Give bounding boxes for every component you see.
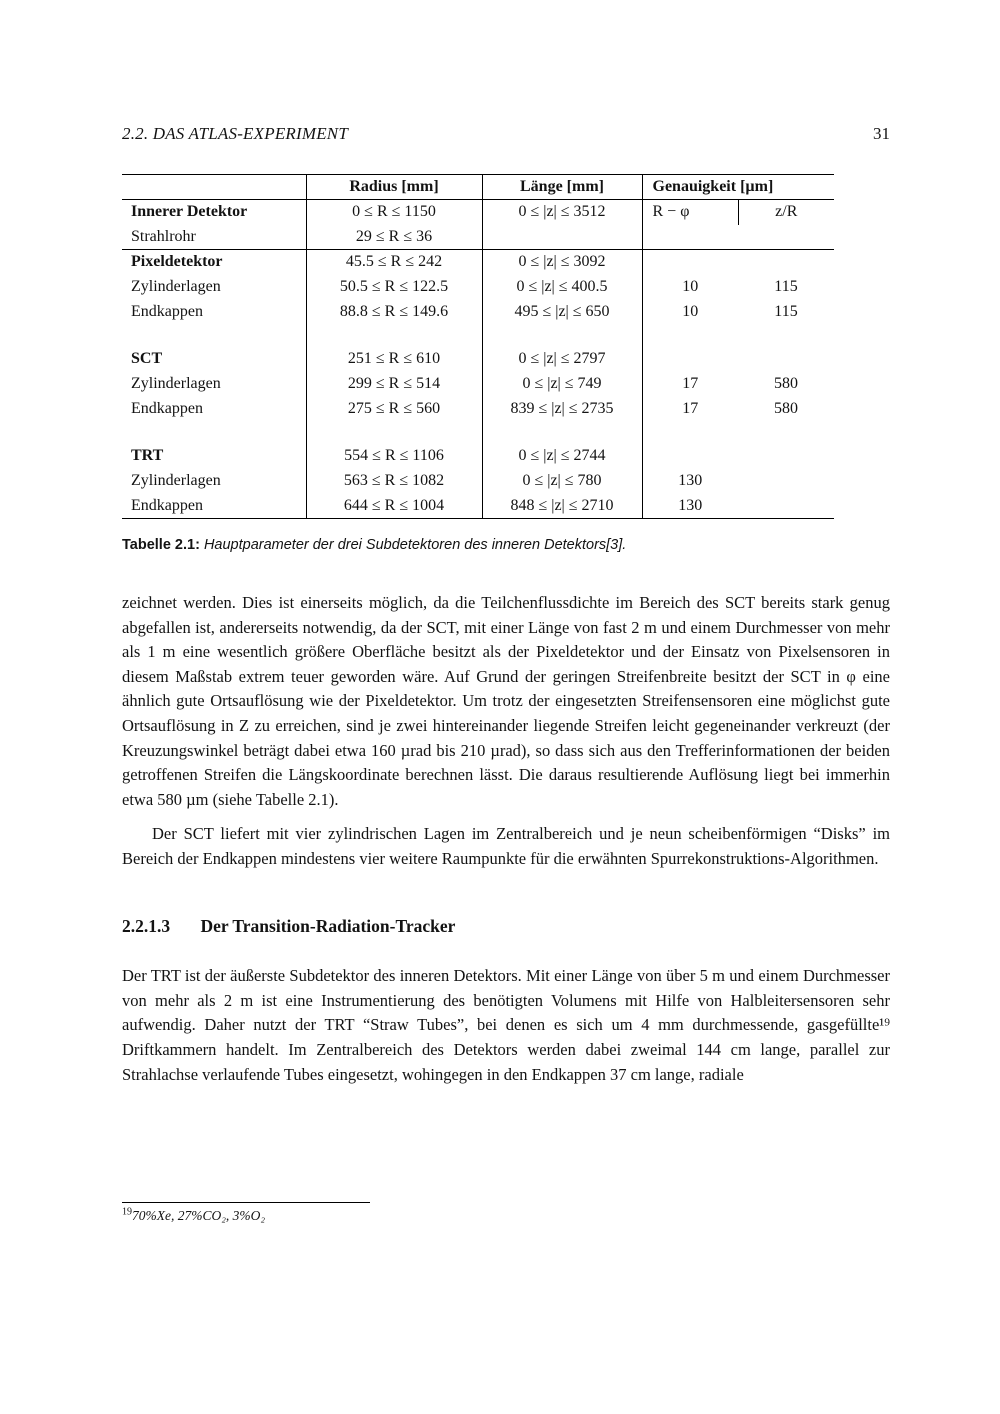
table-cell: Endkappen <box>122 494 306 519</box>
table-cell <box>642 422 738 444</box>
table-cell: 130 <box>678 496 703 514</box>
running-header-title: 2.2. DAS ATLAS-EXPERIMENT <box>122 124 348 143</box>
table-cell <box>122 422 306 444</box>
table-cell: 10 <box>682 303 699 320</box>
table-cell: Endkappen <box>122 300 306 325</box>
table-header-radius: Radius [mm] <box>306 175 482 200</box>
table-cell <box>642 347 738 372</box>
table-cell: 0 ≤ |z| ≤ 3092 <box>482 250 642 275</box>
table-body <box>122 200 834 519</box>
table-cell: 563 ≤ R ≤ 1082 <box>306 469 482 494</box>
table-cell: 88.8 ≤ R ≤ 149.6 <box>306 300 482 325</box>
table-cell <box>642 250 738 275</box>
table-cell: 130 <box>678 472 703 489</box>
table-cell: 275 ≤ R ≤ 560 <box>306 397 482 422</box>
table-cell: Zylinderlagen <box>122 275 306 300</box>
running-header <box>122 124 890 144</box>
footnote-marker: 19 <box>122 1206 132 1218</box>
table-cell <box>122 325 306 347</box>
detector-parameters-table <box>122 174 834 519</box>
table-cell <box>738 325 834 347</box>
table-cell <box>738 225 834 250</box>
footnote-text: 70%Xe, 27%CO₂, 3%O₂ <box>132 1208 266 1223</box>
table-spacer-row <box>122 422 834 444</box>
table-cell <box>738 444 834 469</box>
table-cell: 115 <box>774 303 798 320</box>
table-cell: R − φ <box>642 200 738 225</box>
footnote <box>122 1202 890 1224</box>
table-cell: 0 ≤ |z| ≤ 2744 <box>482 444 642 469</box>
table-cell: Zylinderlagen <box>122 469 306 494</box>
table-cell <box>642 325 738 347</box>
paragraph: Der SCT liefert mit vier zylindrischen Lagen im Zentralbereich und je neun scheibenförmigen “Disks” im Bereich der Endkappen mindestens vier weitere Raumpunkte für die erwähnten Spurrekonstruktions-Algorithmen. <box>122 824 890 868</box>
table-cell: Endkappen <box>122 397 306 422</box>
table-row <box>122 494 834 519</box>
table-cell <box>738 347 834 372</box>
table-row <box>122 300 834 325</box>
table-cell: 0 ≤ |z| ≤ 2797 <box>482 347 642 372</box>
table-header-empty <box>122 175 306 200</box>
table-row <box>122 275 834 300</box>
table-caption-label: Tabelle 2.1: <box>122 537 200 553</box>
table-cell: 0 ≤ R ≤ 1150 <box>306 200 482 225</box>
table-cell: Innerer Detektor <box>122 200 306 225</box>
table-cell: 580 <box>774 400 798 417</box>
table-cell: 115 <box>774 278 798 295</box>
table-header-genauigkeit: Genauigkeit [µm] <box>642 175 834 200</box>
body-text <box>122 591 890 1087</box>
table-cell: 580 <box>774 375 798 392</box>
table-caption <box>122 537 890 553</box>
table-caption-text: Hauptparameter der drei Subdetektoren des inneren Detektors[3]. <box>203 537 627 553</box>
table-cell: Zylinderlagen <box>122 372 306 397</box>
page-number: 31 <box>873 124 890 143</box>
table-row <box>122 200 834 225</box>
table-cell <box>738 250 834 275</box>
table-cell: SCT <box>122 347 306 372</box>
table-spacer-row <box>122 325 834 347</box>
table-row <box>122 372 834 397</box>
table-cell: 0 ≤ |z| ≤ 3512 <box>482 200 642 225</box>
section-heading <box>122 914 890 939</box>
footnote-rule <box>122 1202 370 1203</box>
table-cell: 0 ≤ |z| ≤ 749 <box>482 372 642 397</box>
table-cell <box>738 469 834 494</box>
table-row <box>122 225 834 250</box>
table-row <box>122 397 834 422</box>
table-row <box>122 347 834 372</box>
table-cell: 299 ≤ R ≤ 514 <box>306 372 482 397</box>
table-cell: 45.5 ≤ R ≤ 242 <box>306 250 482 275</box>
table-cell: TRT <box>122 444 306 469</box>
table-cell <box>738 494 834 519</box>
table-header-laenge: Länge [mm] <box>482 175 642 200</box>
paragraph-continuation: zeichnet werden. Dies ist einerseits möglich, da die Teilchenflussdichte im Bereich des SCT bereits stark genug abgefallen ist, andererseits notwendig, da der SCT, mit einer Länge von fast 2 m und einem Durchmesser von mehr als 1 m eine wesentlich größere Oberfläche besitzt als der Pixeldetektor und der Einsatz von Pixelsensoren in diesem Maßstab extrem teuer geworden wäre. Auf Grund der geringen Streifenbreite besitzt der SCT in φ eine ähnlich gute Ortsauflösung wie der Pixeldetektor. Um trotz der eingesetzten Streifensensoren eine möglichst gute Ortsauflösung in Z zu erreichen, sind je zwei hintereinander liegende Streifen leicht gegeneinander verkreuzt (der Kreuzungswinkel beträgt dabei etwa 160 µrad bis 210 µrad), so dass sich aus den Trefferinformationen der beiden getroffenen Streifen die Längskoordinate berechnen lässt. Die daraus resultierende Auflösung liegt bei immerhin etwa 580 µm (siehe Tabelle 2.1). <box>122 593 890 809</box>
table-cell: z/R <box>775 203 798 221</box>
paragraph: Der TRT ist der äußerste Subdetektor des inneren Detektors. Mit einer Länge von über 5 m und einem Durchmesser von mehr als 2 m ist eine Instrumentierung des benötigten Volumens mit Hilfe von Halbleitersensoren sehr aufwendig. Daher nutzt der TRT “Straw Tubes”, bei denen es sich um 4 mm durchmessende, gasgefüllte¹⁹ Driftkammern handelt. Im Zentralbereich des Detektors werden dabei zweimal 144 cm lange, parallel zur Strahlachse verlaufende Tubes eingesetzt, wohingegen in den Endkappen 37 cm lange, radiale <box>122 966 890 1084</box>
section-heading-title: Der Transition-Radiation-Tracker <box>200 915 456 936</box>
table-cell <box>482 325 642 347</box>
table-cell: 29 ≤ R ≤ 36 <box>306 225 482 250</box>
table-row <box>122 469 834 494</box>
table-row <box>122 444 834 469</box>
footnote-line <box>122 1208 265 1223</box>
table-cell <box>642 225 738 250</box>
table-cell: 251 ≤ R ≤ 610 <box>306 347 482 372</box>
table-header-row <box>122 175 834 200</box>
table-cell: 839 ≤ |z| ≤ 2735 <box>482 397 642 422</box>
table-cell: 10 <box>682 278 699 295</box>
table-cell: Strahlrohr <box>122 225 306 250</box>
table-cell: 0 ≤ |z| ≤ 780 <box>482 469 642 494</box>
table-cell: 50.5 ≤ R ≤ 122.5 <box>306 275 482 300</box>
table-cell: Pixeldetektor <box>122 250 306 275</box>
table-cell: 0 ≤ |z| ≤ 400.5 <box>482 275 642 300</box>
table-cell: 554 ≤ R ≤ 1106 <box>306 444 482 469</box>
table-cell <box>482 422 642 444</box>
table-cell: 17 <box>682 375 699 392</box>
table-cell: 17 <box>682 400 699 417</box>
table-cell <box>306 325 482 347</box>
table-cell <box>482 225 642 250</box>
section-heading-number: 2.2.1.3 <box>122 915 171 936</box>
table-row <box>122 250 834 275</box>
table-cell: 848 ≤ |z| ≤ 2710 <box>482 494 642 519</box>
table-cell <box>306 422 482 444</box>
table-cell: 495 ≤ |z| ≤ 650 <box>482 300 642 325</box>
table-cell <box>642 444 738 469</box>
table-cell: 644 ≤ R ≤ 1004 <box>306 494 482 519</box>
table-cell <box>738 422 834 444</box>
